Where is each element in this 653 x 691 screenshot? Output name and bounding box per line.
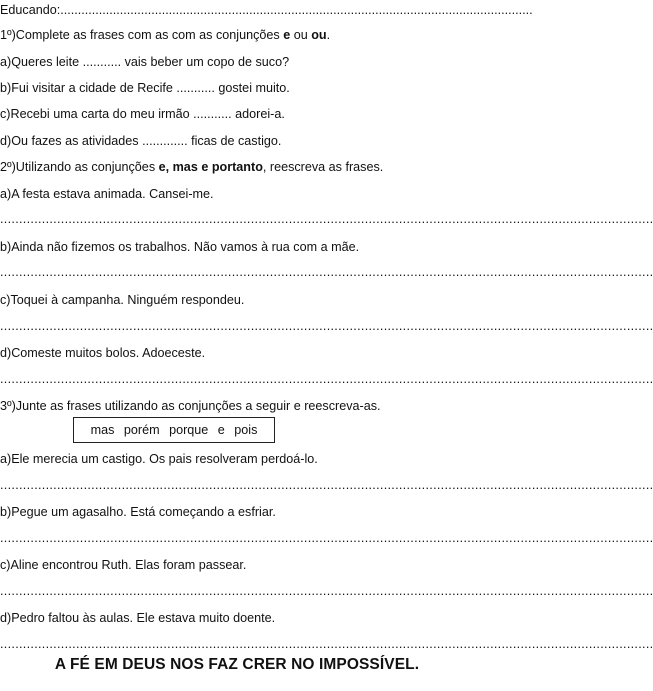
q1-prompt-mid: ou [290,28,312,42]
q3-item-c: c)Aline encontrou Ruth. Elas foram passear. [0,558,247,572]
q3-item-d: d)Pedro faltou às aulas. Ele estava muito doente. [0,611,276,625]
q2-item-d: d)Comeste muitos bolos. Adoeceste. [0,346,206,360]
q1-item-a: a)Queres leite ........... vais beber um copo de suco? [0,55,290,69]
q3-item-b: b)Pegue um agasalho. Está começando a esfriar. [0,505,276,519]
q2-answer-line-a: ............................................................................................................................................................................ [0,212,653,226]
q2-prompt-prefix: 2º)Utilizando as conjunções [0,160,159,174]
q2-bold-terms: e, mas e portanto [158,160,263,174]
q1-prompt-suffix: . [326,28,331,42]
q2-item-a: a)A festa estava animada. Cansei-me. [0,187,214,201]
question-2-prompt [0,160,383,175]
q1-prompt-prefix: 1º)Complete as frases com as com as conjunções [0,28,284,42]
conjunctions-box: mas porém porque e pois [73,417,275,443]
q3-answer-line-c: ............................................................................................................................................................................ [0,584,653,598]
q1-item-d: d)Ou fazes as atividades ............. ficas de castigo. [0,134,282,148]
q3-answer-line-a: ............................................................................................................................................................................ [0,478,653,492]
q3-answer-line-d: ............................................................................................................................................................................ [0,637,653,651]
q1-bold-ou: ou [311,28,327,42]
footer-motto: A FÉ EM DEUS NOS FAZ CRER NO IMPOSSÍVEL. [54,656,420,673]
q2-answer-line-b: ............................................................................................................................................................................ [0,265,653,279]
q3-answer-line-b: ............................................................................................................................................................................ [0,531,653,545]
q2-item-b: b)Ainda não fizemos os trabalhos. Não vamos à rua com a mãe. [0,240,360,254]
question-1-prompt [0,28,330,43]
student-name-line: Educando:....................................................................................................................................... [0,3,533,17]
q2-answer-line-c: ............................................................................................................................................................................ [0,319,653,333]
q1-bold-e: e [283,28,291,42]
q1-item-c: c)Recebi uma carta do meu irmão ........... adorei-a. [0,107,285,121]
q1-item-b: b)Fui visitar a cidade de Recife ........... gostei muito. [0,81,290,95]
q2-item-c: c)Toquei à campanha. Ninguém respondeu. [0,293,245,307]
q2-prompt-suffix: , reescreva as frases. [262,160,384,174]
q2-answer-line-d: ............................................................................................................................................................................ [0,372,653,386]
question-3-prompt: 3º)Junte as frases utilizando as conjunções a seguir e reescreva-as. [0,399,381,413]
q3-item-a: a)Ele merecia um castigo. Os pais resolveram perdoá-lo. [0,452,318,466]
